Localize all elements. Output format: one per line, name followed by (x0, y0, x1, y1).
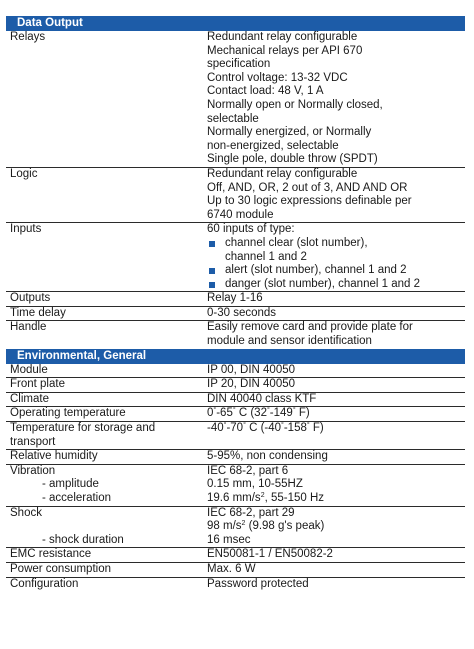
row-time-delay (6, 307, 465, 322)
row-value: 0-30 seconds (207, 306, 277, 319)
section-header-data-output: Data Output (6, 16, 465, 31)
value-line (207, 492, 463, 506)
value-line: IEC 68-2, part 6 (207, 464, 289, 477)
square-bullet-icon (209, 268, 215, 274)
value-part: 19.6 mm/s (207, 492, 261, 504)
value-line: Mechanical relays per API 670 (207, 44, 363, 57)
value-line: specification (207, 58, 271, 71)
superscript: 2 (241, 520, 246, 528)
row-label: Module (10, 363, 48, 376)
value-part: C (32 (235, 407, 267, 420)
bullet-item (207, 237, 463, 251)
row-value: EN50081-1 / EN50082-2 (207, 548, 333, 561)
value-part: C (-40 (245, 422, 282, 435)
degree-mark: ° (281, 422, 284, 430)
row-value (207, 168, 465, 222)
row-relative-humidity (6, 450, 465, 465)
row-value (207, 407, 465, 421)
row-label: Outputs (10, 292, 51, 305)
degree-mark: ° (232, 407, 236, 415)
degree-mark: ° (306, 422, 310, 430)
degree-mark: ° (223, 422, 227, 430)
row-value (207, 31, 465, 167)
row-front-plate (6, 378, 465, 393)
row-label: Handle (10, 321, 47, 334)
value-line: Control voltage: 13-32 VDC (207, 71, 348, 84)
value-line: Redundant relay configurable (207, 167, 358, 180)
sub-label: - acceleration (42, 492, 112, 504)
row-value: DIN 40040 class KTF (207, 392, 317, 405)
label-line: transport (10, 435, 56, 448)
row-emc-resistance (6, 548, 465, 563)
superscript: 2 (260, 492, 265, 499)
value-part: -65 (216, 407, 233, 420)
value-line: non-energized, selectable (207, 139, 339, 152)
label-line: Vibration (10, 464, 56, 477)
row-label: EMC resistance (10, 548, 92, 561)
row-label: Front plate (10, 378, 65, 391)
row-label: Configuration (10, 577, 79, 590)
value-line: module and sensor identification (207, 335, 372, 348)
row-label (6, 507, 207, 548)
value-line: Up to 30 logic expressions definable per (207, 195, 412, 208)
row-operating-temperature (6, 407, 465, 422)
row-value: IP 00, DIN 40050 (207, 363, 296, 376)
value-part: F) (295, 407, 310, 420)
label-line: Temperature for storage and (10, 422, 156, 435)
value-part: 98 m/s (207, 520, 242, 533)
bullet-text: alert (slot number), channel 1 and 2 (225, 264, 407, 277)
bullet-item (207, 264, 463, 278)
sub-label: - amplitude (42, 478, 99, 491)
row-relays (6, 31, 465, 168)
value-part: -70 (226, 422, 244, 435)
row-value (207, 422, 465, 449)
value-line: Easily remove card and provide plate for (207, 321, 413, 334)
row-storage-temperature (6, 422, 465, 450)
degree-mark: ° (266, 407, 270, 415)
row-climate (6, 393, 465, 408)
section-header-environmental: Environmental, General (6, 349, 465, 364)
row-value (207, 223, 465, 291)
bullet-text: channel clear (slot number), (225, 236, 368, 249)
value-part: -40 (207, 422, 224, 435)
row-label: Operating temperature (10, 407, 126, 420)
value-part: 0 (207, 407, 214, 420)
degree-mark: ° (213, 407, 217, 415)
row-handle (6, 321, 465, 348)
row-inputs (6, 223, 465, 292)
value-part: (9.98 g's peak) (245, 520, 325, 533)
value-line: 60 inputs of type: (207, 223, 295, 236)
row-value: Max. 6 W (207, 562, 256, 575)
degree-mark: ° (243, 422, 246, 430)
square-bullet-icon (209, 241, 215, 247)
sub-label: - shock duration (42, 533, 124, 546)
value-line: Contact load: 48 V, 1 A (207, 85, 324, 98)
label-spacer (10, 520, 207, 534)
row-value (207, 321, 465, 348)
spec-sheet (6, 16, 465, 591)
value-line: 0.15 mm, 10-55HZ (207, 478, 303, 491)
row-label: Climate (10, 392, 49, 405)
row-value (207, 465, 465, 506)
row-value (207, 507, 465, 548)
value-line: Single pole, double throw (SPDT) (207, 153, 378, 166)
row-module (6, 364, 465, 379)
row-label: Time delay (10, 306, 66, 319)
value-part: -149 (269, 407, 293, 420)
value-part: F) (309, 422, 324, 435)
row-value: Password protected (207, 577, 309, 590)
row-label: Inputs (10, 223, 42, 236)
row-logic (6, 168, 465, 223)
label-line: Shock (10, 506, 42, 519)
value-line: Off, AND, OR, 2 out of 3, AND AND OR (207, 181, 408, 194)
value-line: 6740 module (207, 208, 274, 221)
row-value: Relay 1-16 (207, 292, 263, 305)
row-shock (6, 507, 465, 549)
row-label: Relative humidity (10, 450, 98, 463)
row-label (6, 465, 207, 506)
value-line: Normally energized, or Normally (207, 126, 372, 139)
square-bullet-icon (209, 282, 215, 288)
row-configuration (6, 578, 465, 592)
row-label: Relays (10, 31, 46, 43)
row-value: 5-95%, non condensing (207, 450, 328, 463)
row-outputs (6, 292, 465, 307)
value-line: 16 msec (207, 533, 251, 546)
value-line: selectable (207, 112, 259, 125)
bullet-continuation: channel 1 and 2 (225, 250, 307, 263)
row-label: Power consumption (10, 562, 111, 575)
bullet-text: danger (slot number), channel 1 and 2 (225, 277, 420, 290)
row-power-consumption (6, 563, 465, 578)
value-part: , 55-150 Hz (264, 492, 325, 504)
value-line (207, 520, 463, 534)
row-value: IP 20, DIN 40050 (207, 378, 296, 391)
bullet-item (207, 278, 463, 292)
row-vibration (6, 465, 465, 507)
row-label: Logic (10, 167, 38, 180)
value-line: Normally open or Normally closed, (207, 98, 383, 111)
degree-mark: ° (292, 407, 296, 415)
value-line: IEC 68-2, part 29 (207, 506, 295, 519)
value-part: -158 (283, 422, 307, 435)
row-label (6, 422, 207, 449)
value-line: Redundant relay configurable (207, 31, 358, 43)
